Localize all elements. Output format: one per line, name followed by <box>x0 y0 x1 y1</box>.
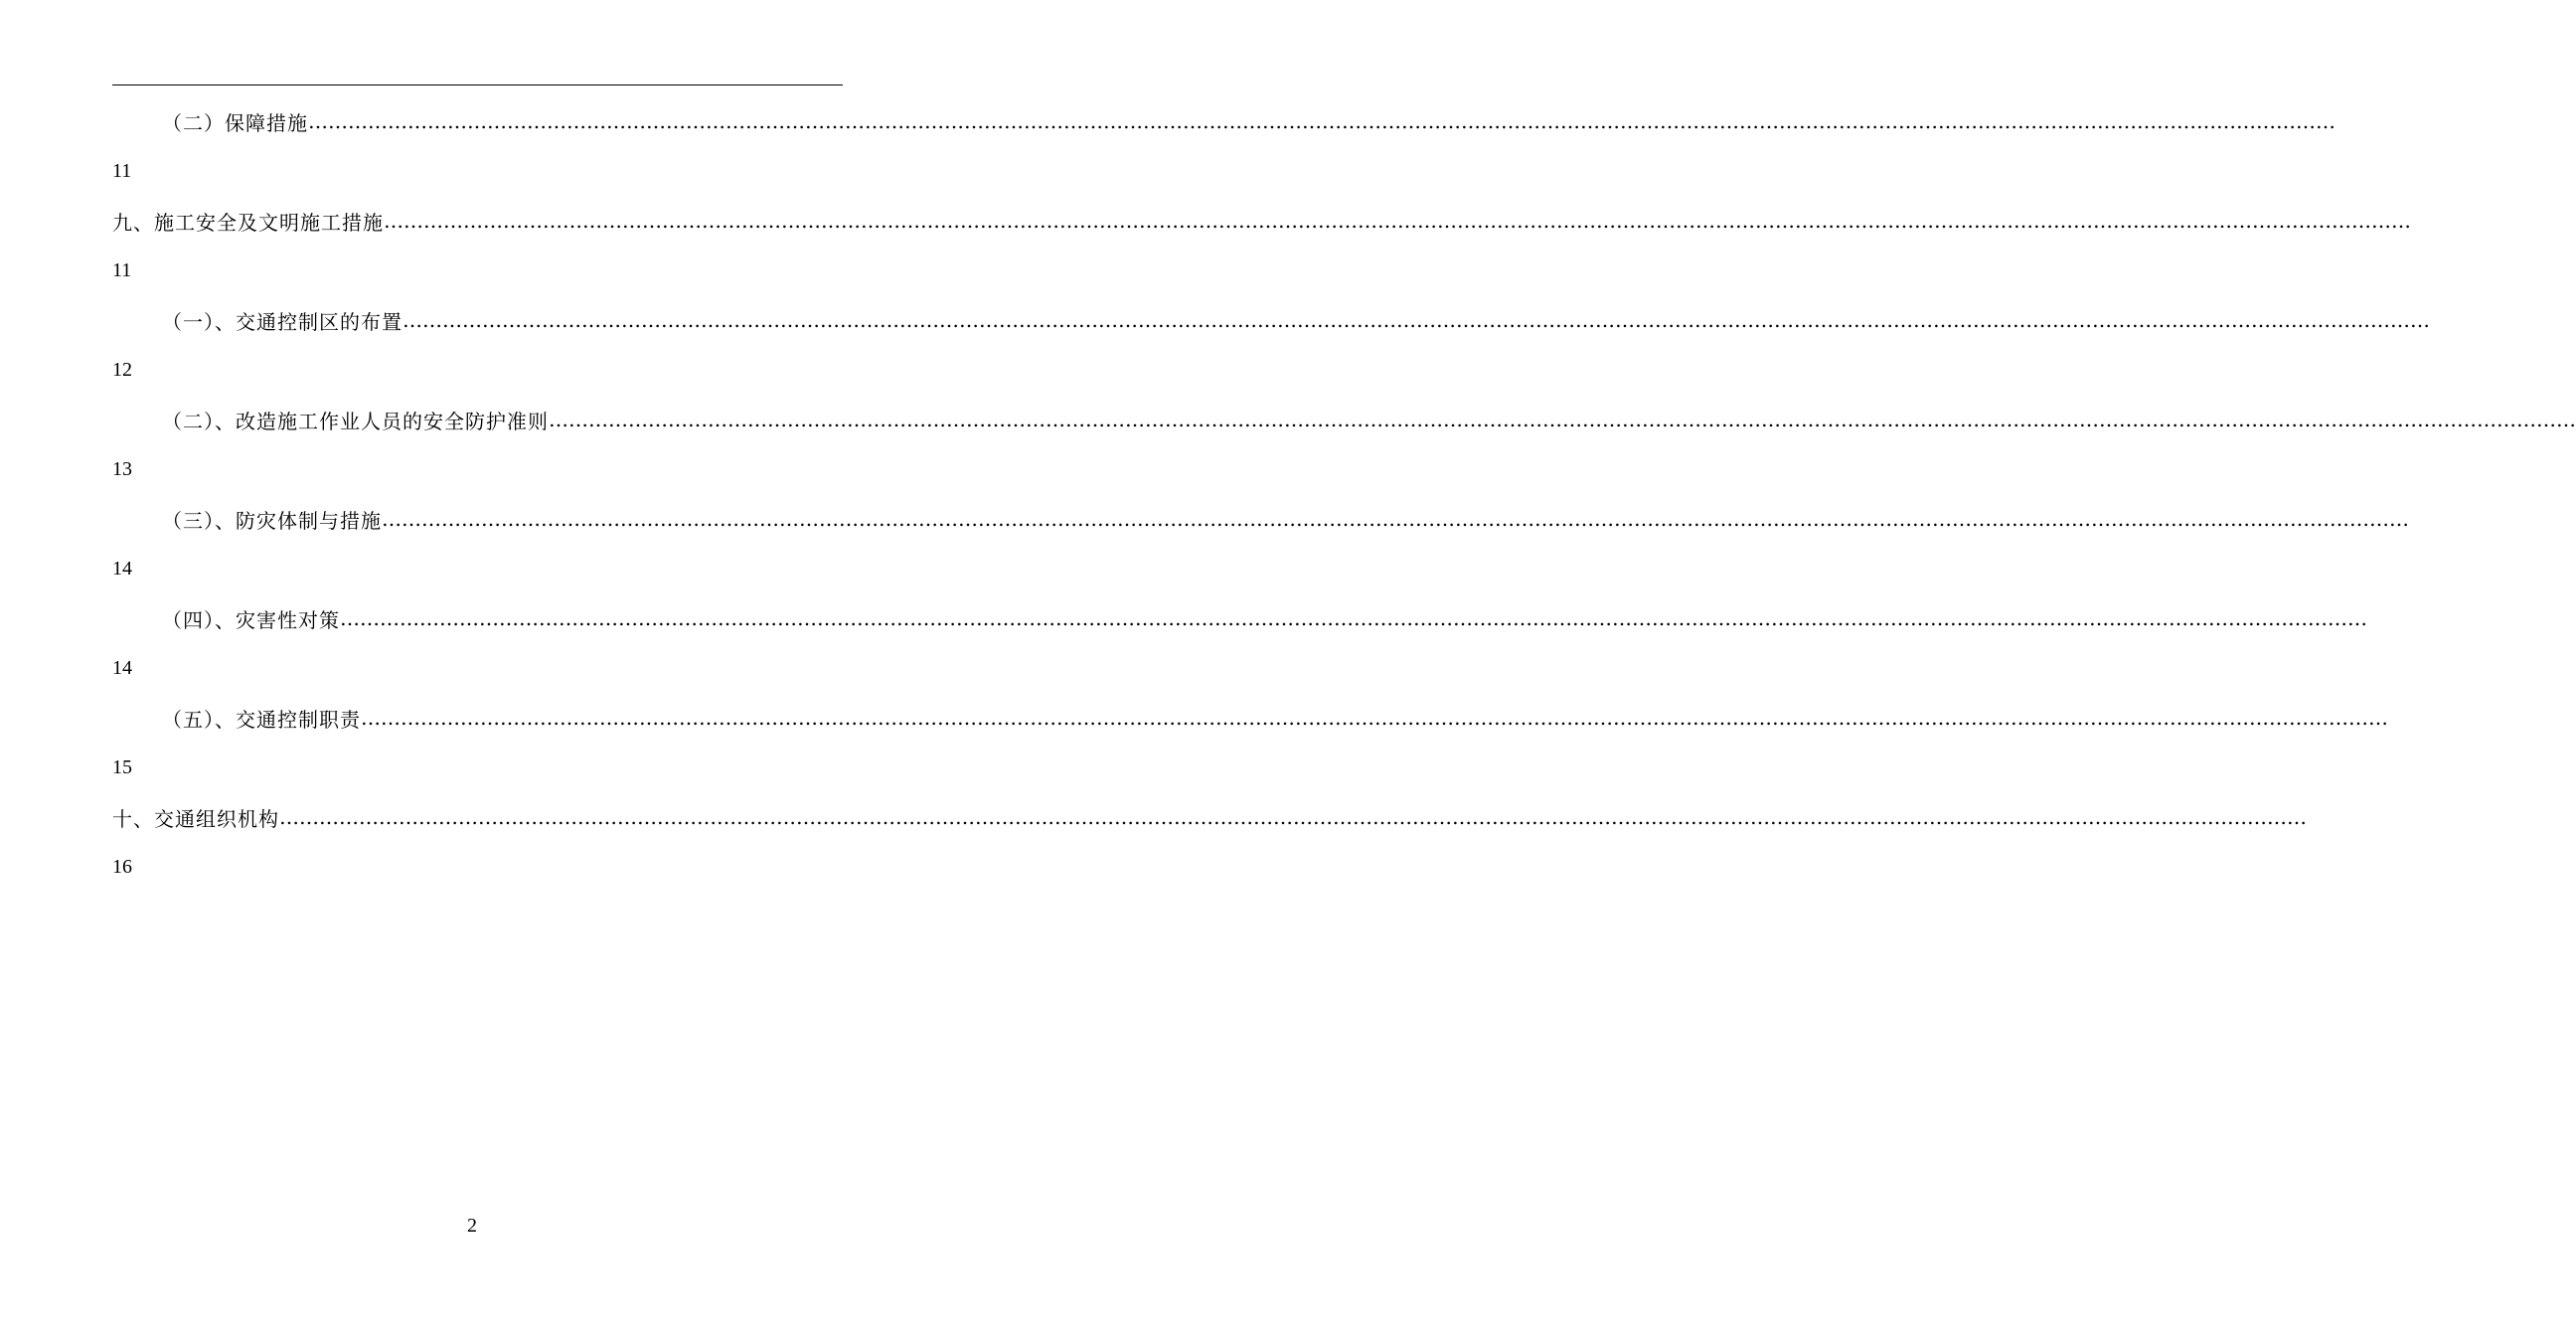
toc-entry-title: （一）、交通控制区的布置 <box>162 309 402 334</box>
toc-entry-page: 14 <box>112 557 132 580</box>
toc-leader-dots: ……………………………………………………………………………………………………………………………………………………………………………………………………………………………………………………………………………… <box>279 805 2307 829</box>
table-of-contents <box>112 96 2576 892</box>
toc-entry-traffic-control-zone[interactable] <box>112 295 2430 395</box>
toc-entry-line <box>112 593 2367 643</box>
toc-leader-dots: ……………………………………………………………………………………………………………………………………………………………………………………………………………………………………………………………………………… <box>549 408 2576 431</box>
toc-entry-title: （五）、交通控制职责 <box>162 707 361 732</box>
header-rule <box>112 84 843 85</box>
toc-entry-page: 13 <box>112 457 132 480</box>
toc-leader-dots: ……………………………………………………………………………………………………………………………………………………………………………………………………………………………………………………………………………… <box>361 706 2388 730</box>
toc-leader-dots: ……………………………………………………………………………………………………………………………………………………………………………………………………………………………………………………………………………… <box>402 308 2430 332</box>
toc-leader-dots: ……………………………………………………………………………………………………………………………………………………………………………………………………………………………………………………………………………… <box>308 109 2335 133</box>
toc-entry-page: 11 <box>112 159 132 182</box>
toc-entry-line <box>112 792 2307 842</box>
toc-entry-line <box>112 96 2335 146</box>
toc-entry-page: 12 <box>112 358 132 381</box>
toc-entry-worker-safety-rules[interactable] <box>112 395 2576 494</box>
toc-entry-line <box>112 395 2576 444</box>
toc-leader-dots: ……………………………………………………………………………………………………………………………………………………………………………………………………………………………………………………………………………… <box>382 507 2409 531</box>
toc-entry-disaster-countermeasures[interactable] <box>112 593 2367 693</box>
toc-entry-line <box>112 494 2409 544</box>
toc-entry-title: （二）保障措施 <box>162 110 308 135</box>
toc-entry-traffic-control-duties[interactable] <box>112 693 2388 792</box>
toc-entry-traffic-organization[interactable] <box>112 792 2307 892</box>
toc-entry-title: （三）、防灾体制与措施 <box>162 508 382 533</box>
toc-entry-title: （四）、灾害性对策 <box>162 607 340 632</box>
toc-entry-page: 11 <box>112 258 132 281</box>
toc-entry-security-measures[interactable] <box>112 96 2335 196</box>
toc-entry-safety-civilized-construction[interactable] <box>112 196 2411 295</box>
toc-leader-dots: ……………………………………………………………………………………………………………………………………………………………………………………………………………………………………………………………………………… <box>340 606 2367 630</box>
toc-leader-dots: ……………………………………………………………………………………………………………………………………………………………………………………………………………………………………………………………………………… <box>384 209 2411 233</box>
toc-entry-title: 九、施工安全及文明施工措施 <box>112 210 384 235</box>
toc-entry-line <box>112 693 2388 743</box>
toc-entry-page: 14 <box>112 656 132 679</box>
page-number: 2 <box>467 1215 477 1237</box>
toc-entry-page: 16 <box>112 855 132 878</box>
toc-entry-line <box>112 196 2411 246</box>
toc-entry-title: 十、交通组织机构 <box>112 806 279 831</box>
toc-entry-disaster-prevention[interactable] <box>112 494 2409 593</box>
toc-entry-page: 15 <box>112 755 132 778</box>
toc-entry-title: （二）、改造施工作业人员的安全防护准则 <box>162 409 549 433</box>
toc-entry-line <box>112 295 2430 345</box>
